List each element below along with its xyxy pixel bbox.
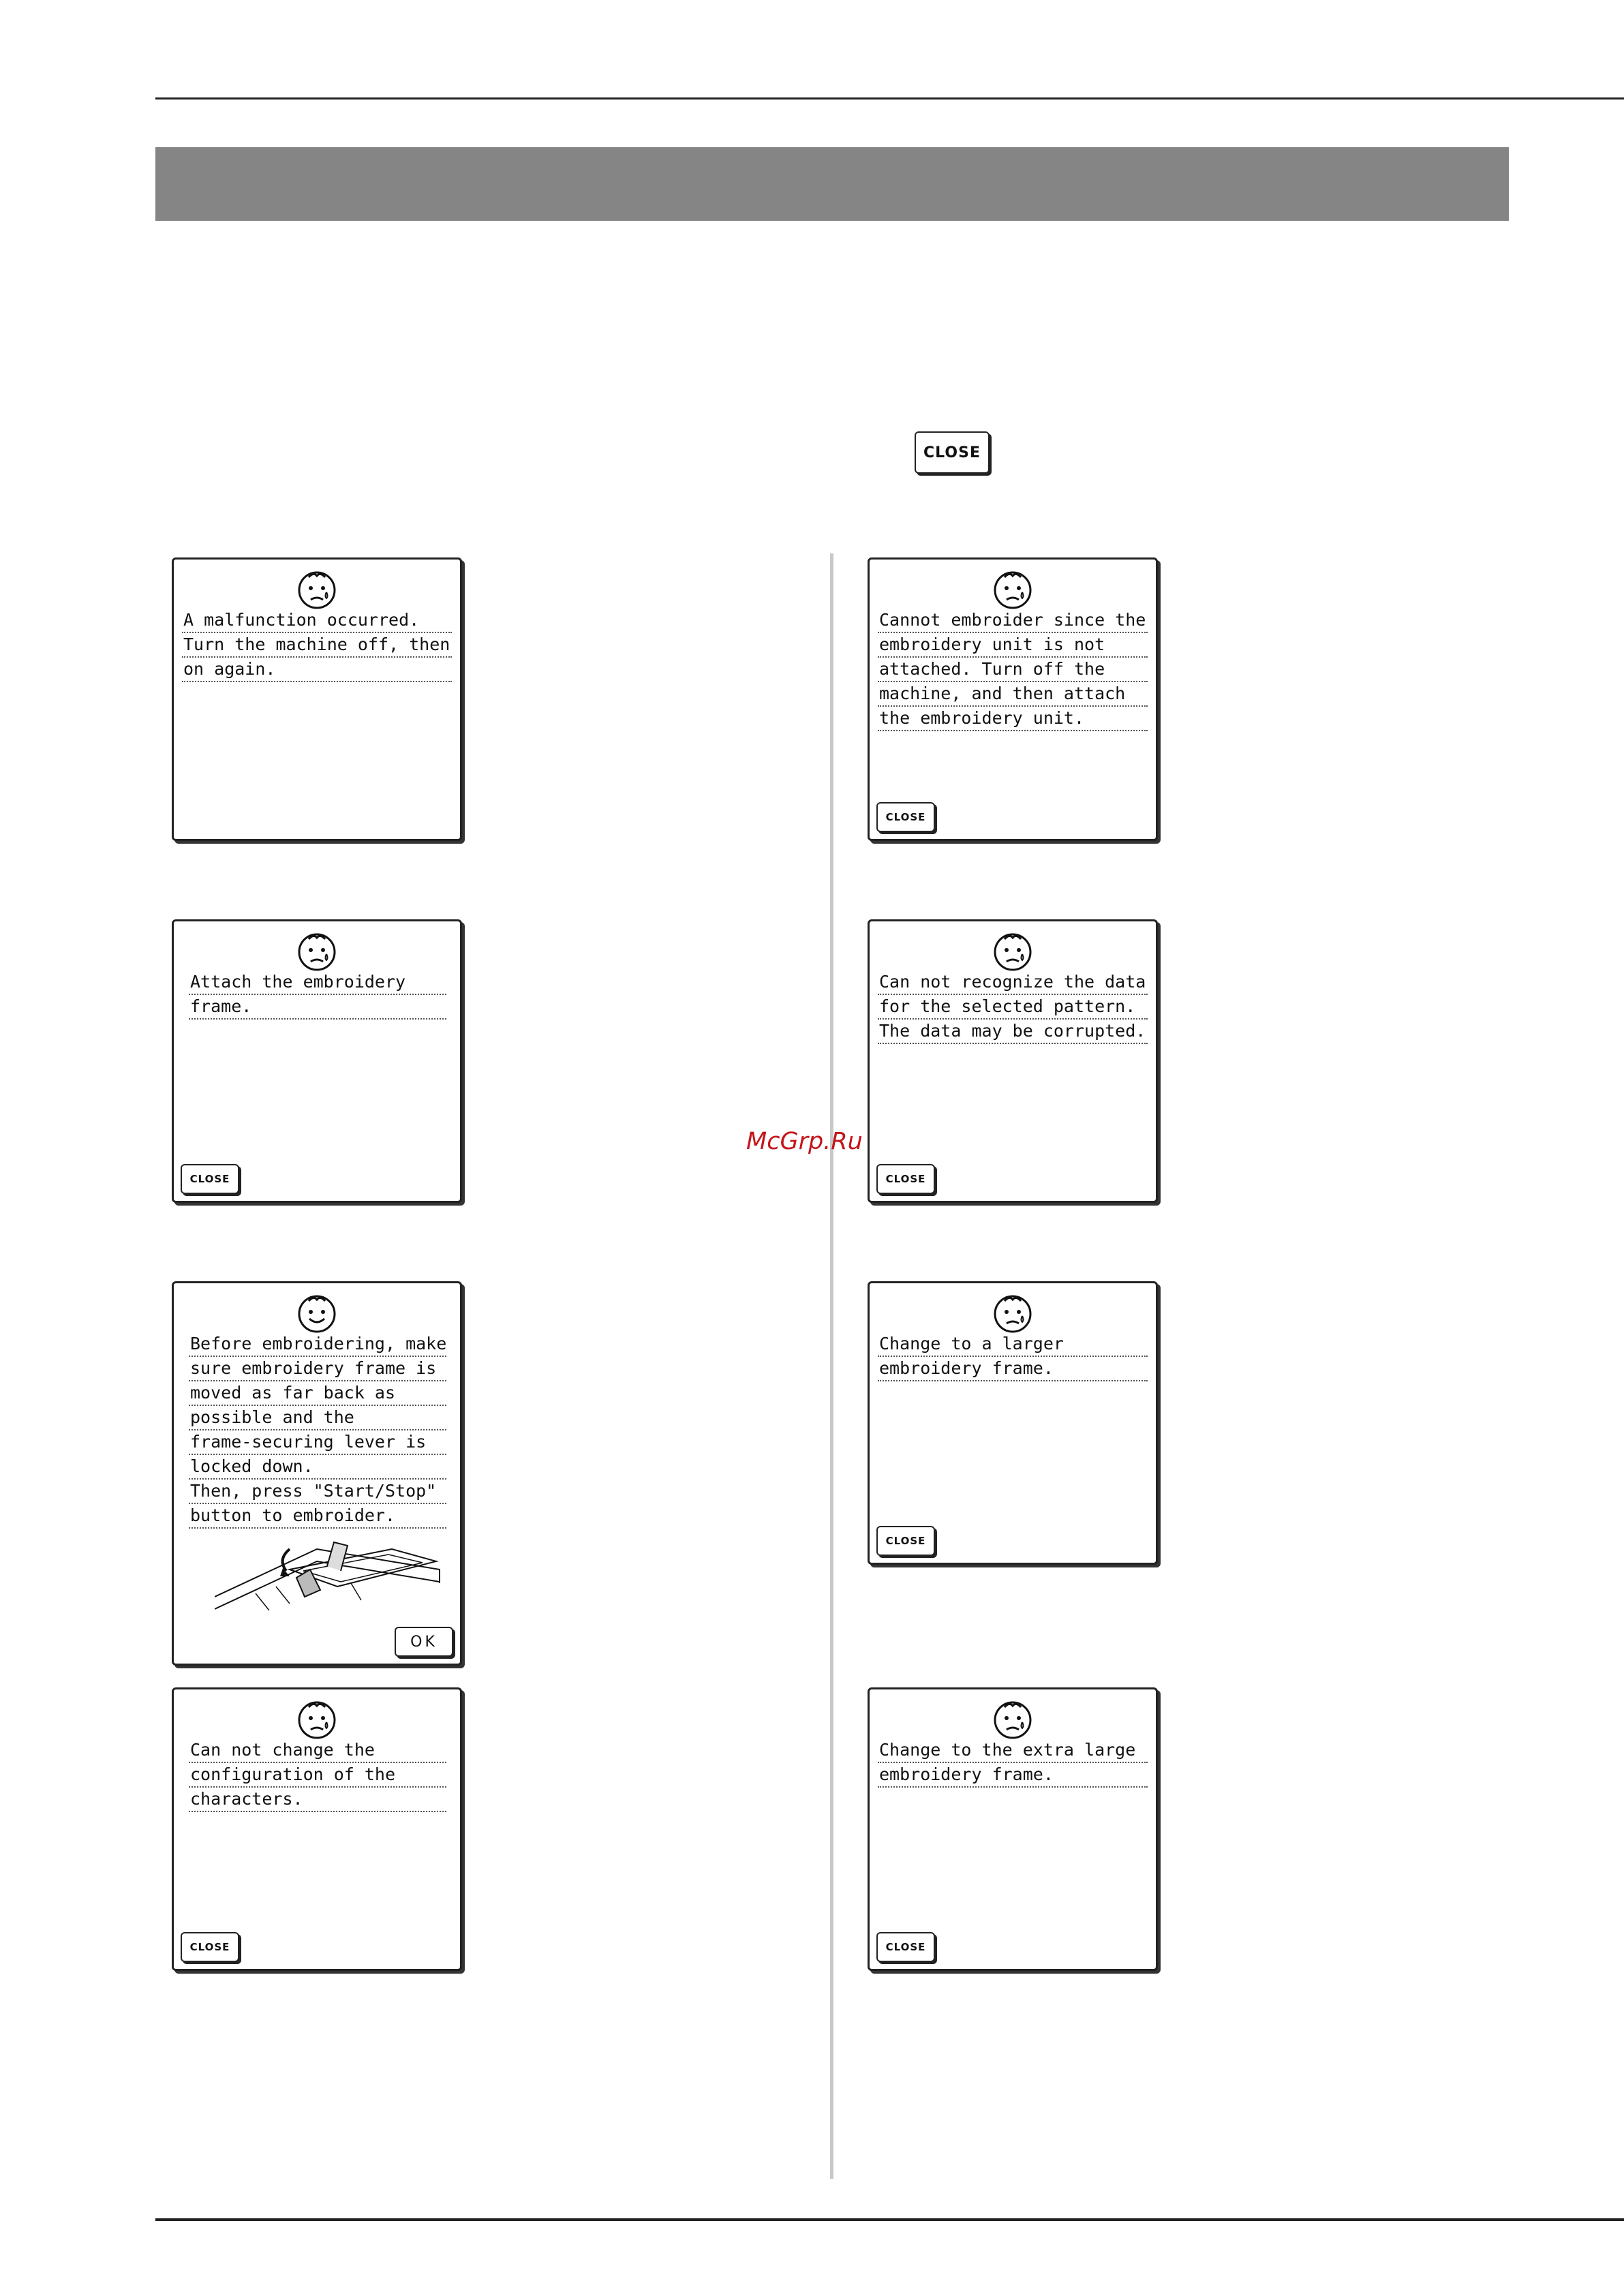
- message-line: Before embroidering, make: [189, 1332, 446, 1357]
- message-line: Cannot embroider since the: [878, 609, 1148, 633]
- error-screen-character-config: [172, 1687, 462, 1971]
- error-screen-attach-frame: [172, 919, 462, 1203]
- watermark: McGrp.Ru: [746, 1128, 863, 1155]
- frame-lever-illustration: [215, 1529, 446, 1617]
- message-line: the embroidery unit.: [878, 707, 1148, 731]
- ok-button[interactable]: OK: [395, 1627, 453, 1657]
- close-button[interactable]: CLOSE: [876, 1164, 935, 1194]
- error-screen-extra-large-frame: [868, 1687, 1158, 1971]
- close-button[interactable]: CLOSE: [876, 802, 935, 832]
- close-button[interactable]: CLOSE: [181, 1164, 239, 1194]
- column-divider: [830, 553, 833, 2179]
- message-line: embroidery frame.: [878, 1763, 1148, 1788]
- sad-face-icon: [990, 568, 1035, 613]
- message-line: characters.: [189, 1788, 446, 1812]
- message-line: Change to the extra large: [878, 1739, 1148, 1763]
- info-screen-frame-position: [172, 1281, 462, 1666]
- top-rule: [155, 97, 1624, 100]
- sad-face-icon: [294, 1698, 339, 1743]
- section-header-bar: [155, 147, 1509, 221]
- message-line: on again.: [182, 658, 452, 682]
- message-line: for the selected pattern.: [878, 995, 1148, 1020]
- sad-face-icon: [990, 1698, 1035, 1743]
- sad-face-icon: [294, 568, 339, 613]
- close-button-reference[interactable]: CLOSE: [915, 431, 990, 474]
- error-screen-malfunction: [172, 557, 462, 841]
- message-line: A malfunction occurred.: [182, 609, 452, 633]
- message-line: button to embroider.: [189, 1504, 446, 1529]
- message-line: sure embroidery frame is: [189, 1357, 446, 1381]
- message-line: embroidery frame.: [878, 1357, 1148, 1381]
- message-line: locked down.: [189, 1455, 446, 1480]
- message-line: moved as far back as: [189, 1381, 446, 1406]
- message-line: attached. Turn off the: [878, 658, 1148, 682]
- message-line: Turn the machine off, then: [182, 633, 452, 658]
- message-line: Can not change the: [189, 1739, 446, 1763]
- message-line: frame.: [189, 995, 446, 1020]
- message-line: Then, press "Start/Stop": [189, 1480, 446, 1504]
- error-screen-data-corrupted: [868, 919, 1158, 1203]
- message-line: Attach the embroidery: [189, 970, 446, 995]
- message-line: The data may be corrupted.: [878, 1020, 1148, 1044]
- smile-face-icon: [294, 1291, 339, 1336]
- sad-face-icon: [990, 1291, 1035, 1336]
- close-button[interactable]: CLOSE: [181, 1932, 239, 1962]
- error-screen-unit-not-attached: [868, 557, 1158, 841]
- sad-face-icon: [990, 930, 1035, 975]
- error-screen-larger-frame: [868, 1281, 1158, 1565]
- close-button[interactable]: CLOSE: [876, 1932, 935, 1962]
- message-line: Change to a larger: [878, 1332, 1148, 1357]
- sad-face-icon: [294, 930, 339, 975]
- bottom-rule: [155, 2218, 1624, 2221]
- message-line: embroidery unit is not: [878, 633, 1148, 658]
- message-line: possible and the: [189, 1406, 446, 1430]
- message-line: frame-securing lever is: [189, 1430, 446, 1455]
- message-line: Can not recognize the data: [878, 970, 1148, 995]
- close-button[interactable]: CLOSE: [876, 1526, 935, 1556]
- message-line: configuration of the: [189, 1763, 446, 1788]
- message-line: machine, and then attach: [878, 682, 1148, 707]
